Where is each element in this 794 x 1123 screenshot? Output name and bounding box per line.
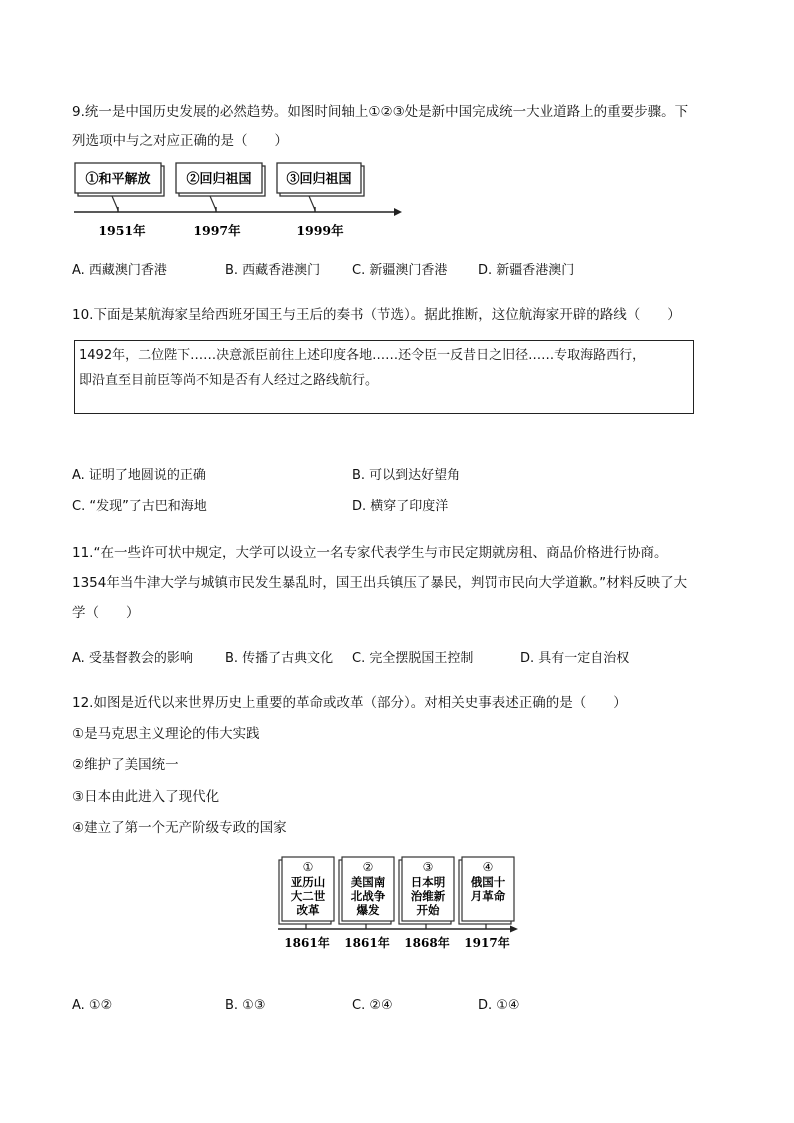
q9-box-2-label: ②回归祖国 [186, 172, 252, 187]
q9-axis-arrow-icon [394, 208, 402, 216]
q12-stem: 12.如图是近代以来世界历史上重要的革命或改革（部分）。对相关史事表述正确的是（ ） [72, 695, 627, 711]
q11-option-b[interactable]: B. 传播了古典文化 [225, 651, 334, 666]
q9-year-3: 1999年 [296, 223, 344, 238]
q9-stem-line2: 列选项中与之对应正确的是（ ） [72, 133, 288, 149]
q10-quote-line2: 即沿直至目前臣等尚不知是否有人经过之路线航行。 [79, 373, 379, 388]
q12-statement-4: ④建立了第一个无产阶级专政的国家 [72, 820, 287, 836]
q12-timeline-figure [276, 855, 522, 955]
q11-option-a[interactable]: A. 受基督教会的影响 [72, 651, 193, 666]
q9-option-b[interactable]: B. 西藏香港澳门 [225, 263, 321, 278]
q12-statement-2: ②维护了美国统一 [72, 757, 179, 773]
q10-option-b[interactable]: B. 可以到达好望角 [352, 468, 461, 483]
q12-card-1-num: ① [302, 860, 314, 874]
q12-option-c[interactable]: C. ②④ [352, 998, 393, 1013]
q12-axis-arrow-icon [510, 926, 518, 933]
q12-card-2-num: ② [362, 860, 374, 874]
q12-card-2-line1: 美国南 [350, 875, 386, 889]
q9-box-3 [277, 163, 364, 210]
q11-stem-line2: 1354年当牛津大学与城镇市民发生暴乱时，国王出兵镇压了暴民，判罚市民向大学道歉。”材料反映了大 [72, 575, 688, 591]
q12-card-1-line3: 改革 [296, 903, 320, 917]
q12-option-b[interactable]: B. ①③ [225, 998, 266, 1013]
q12-card-1-line1: 亚历山 [290, 875, 326, 889]
q12-card-2-line2: 北战争 [350, 889, 386, 903]
q12-card-3-line2: 治维新 [410, 889, 446, 903]
q10-option-c[interactable]: C. “发现”了古巴和海地 [72, 499, 207, 514]
q12-year-1: 1861年 [284, 936, 330, 950]
q12-card-4 [459, 857, 514, 924]
q10-quote-box [74, 340, 694, 414]
q11-option-c[interactable]: C. 完全摆脱国王控制 [352, 651, 474, 666]
q10-quote-line1: 1492年，二位陛下……决意派臣前往上述印度各地……还令臣一反昔日之旧径……专取海路西行， [79, 348, 646, 363]
q11-option-d[interactable]: D. 具有一定自治权 [520, 651, 630, 666]
q12-card-1 [279, 857, 334, 924]
q12-card-4-line1: 俄国十 [470, 875, 506, 889]
q12-option-d[interactable]: D. ①④ [478, 998, 520, 1013]
q12-year-3: 1868年 [404, 936, 450, 950]
q12-statement-1: ①是马克思主义理论的伟大实践 [72, 726, 260, 742]
q12-card-3-num: ③ [422, 860, 434, 874]
q9-year-1: 1951年 [98, 223, 146, 238]
q10-stem: 10.下面是某航海家呈给西班牙国王与王后的奏书（节选）。据此推断，这位航海家开辟的路线（ ） [72, 307, 681, 323]
q9-option-a[interactable]: A. 西藏澳门香港 [72, 263, 167, 278]
q9-option-c[interactable]: C. 新疆澳门香港 [352, 263, 448, 278]
q12-card-3-line3: 开始 [416, 903, 440, 917]
q12-card-2-line3: 爆发 [356, 903, 380, 917]
q9-box-2 [176, 163, 265, 210]
q12-year-4: 1917年 [464, 936, 510, 950]
q9-box-3-label: ③回归祖国 [286, 172, 352, 187]
q9-timeline-figure [72, 160, 412, 242]
q11-stem-line1: 11.“在一些许可状中规定，大学可以设立一名专家代表学生与市民定期就房租、商品价格进行协商。 [72, 545, 668, 561]
q12-option-a[interactable]: A. ①② [72, 998, 113, 1013]
q12-card-1-line2: 大二世 [290, 889, 326, 903]
q12-card-4-num: ④ [482, 860, 494, 874]
q12-card-3-line1: 日本明 [410, 875, 446, 889]
q9-box-1 [75, 163, 164, 210]
q12-card-4-line2: 月革命 [470, 889, 506, 903]
q12-card-3 [399, 857, 454, 924]
q10-option-a[interactable]: A. 证明了地圆说的正确 [72, 468, 206, 483]
q9-year-2: 1997年 [193, 223, 241, 238]
q10-option-d[interactable]: D. 横穿了印度洋 [352, 499, 449, 514]
q12-statement-3: ③日本由此进入了现代化 [72, 789, 220, 805]
q11-stem-line3: 学（ ） [72, 605, 140, 621]
q9-stem-line1: 9.统一是中国历史发展的必然趋势。如图时间轴上①②③处是新中国完成统一大业道路上的重要步骤。下 [72, 104, 689, 120]
q12-year-2: 1861年 [344, 936, 390, 950]
q9-box-1-label: ①和平解放 [85, 172, 151, 187]
q9-option-d[interactable]: D. 新疆香港澳门 [478, 263, 575, 278]
q12-card-2 [339, 857, 394, 924]
